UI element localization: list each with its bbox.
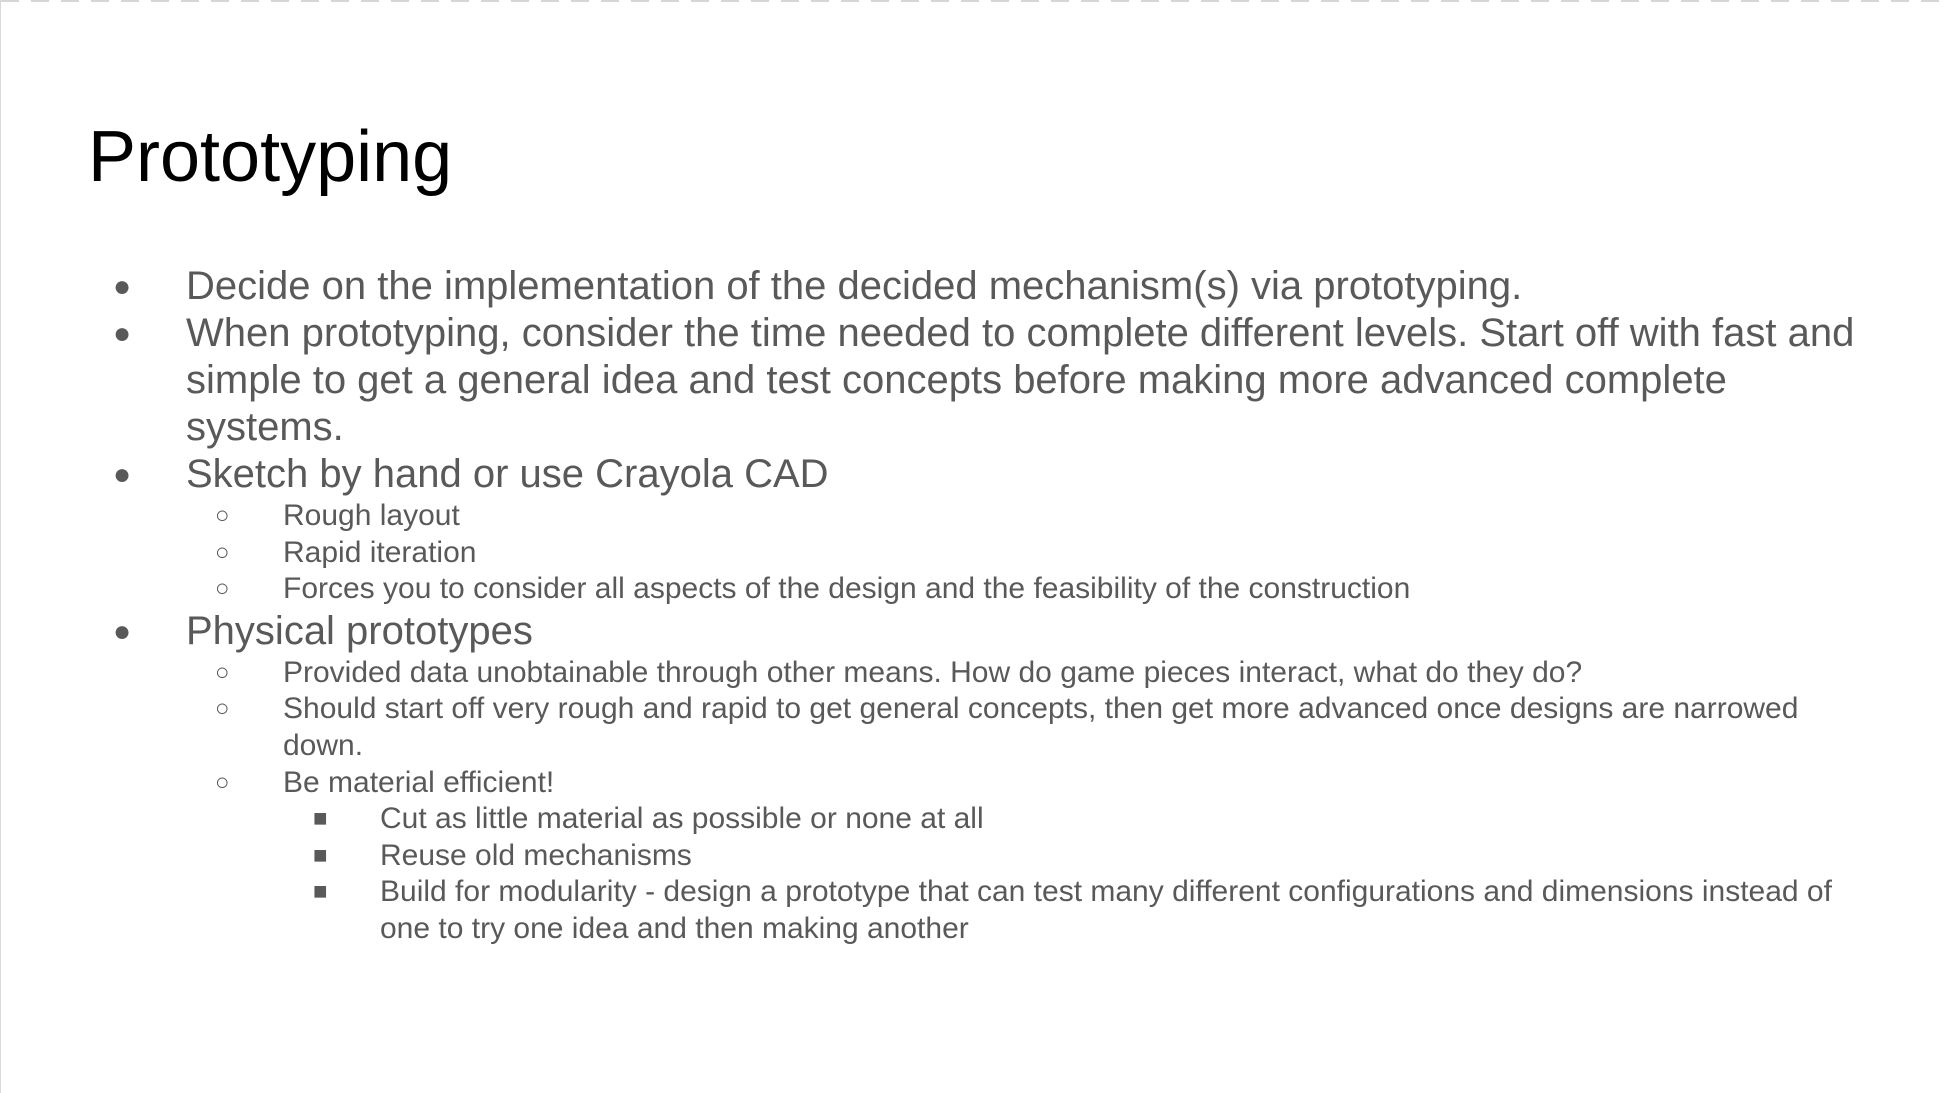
hollow-circle-bullet-icon: ○ (215, 502, 230, 529)
sub-bullet-item (1, 571, 1944, 608)
top-edge-divider (1, 0, 1944, 2)
sub-sub-bullet-text: Cut as little material as possible or none at all (380, 802, 984, 836)
sub-sub-bullet-item (1, 874, 1944, 947)
bullet-text: Decide on the implementation of the decided mechanism(s) via prototyping. (186, 264, 1523, 308)
hollow-circle-bullet-icon: ○ (215, 695, 230, 723)
square-bullet-icon: ■ (313, 841, 328, 869)
sub-bullet-text: Should start off very rough and rapid to get general concepts, then get more advanced once designs are narrowed down. (283, 692, 1799, 762)
sub-bullet-item (1, 498, 1944, 535)
hollow-circle-bullet-icon: ○ (215, 575, 230, 603)
sub-sub-bullet-text: Reuse old mechanisms (380, 838, 692, 872)
bullet-text: Physical prototypes (186, 608, 533, 653)
bullet-icon: ● (113, 270, 132, 303)
sub-bullet-item (1, 765, 1944, 802)
sub-sub-bullet-item (1, 838, 1944, 875)
bullet-text: When prototyping, consider the time needed to complete different levels. Start off with fast and simple to get a general idea and test concepts before making more advanced complete systems. (186, 311, 1855, 449)
sub-bullet-text: Be material efficient! (283, 765, 555, 799)
bullet-item (1, 263, 1944, 310)
sub-bullet-item (1, 535, 1944, 572)
bullet-text: Sketch by hand or use Crayola CAD (186, 452, 829, 496)
bullet-list (1, 263, 1944, 948)
sub-sub-bullet-item (1, 801, 1944, 838)
sub-bullet-text: Forces you to consider all aspects of the design and the feasibility of the construction (283, 572, 1411, 606)
square-bullet-icon: ■ (313, 878, 328, 906)
square-bullet-icon: ■ (313, 805, 328, 833)
bullet-item (1, 310, 1944, 451)
hollow-circle-bullet-icon: ○ (215, 538, 230, 566)
sub-bullet-item (1, 655, 1944, 692)
hollow-circle-bullet-icon: ○ (215, 768, 230, 796)
sub-bullet-text: Rapid iteration (283, 535, 477, 569)
bullet-item (1, 608, 1944, 655)
bullet-icon: ● (113, 317, 132, 350)
bullet-icon: ● (113, 458, 132, 491)
sub-bullet-item (1, 691, 1944, 764)
sub-bullet-text: Rough layout (283, 499, 460, 532)
sub-sub-bullet-text: Build for modularity - design a prototype that can test many different configurations and dimensions instead of one to try one idea and then making another (380, 875, 1832, 945)
hollow-circle-bullet-icon: ○ (215, 658, 230, 686)
bullet-icon: ● (113, 614, 132, 648)
bullet-item (1, 451, 1944, 498)
sub-bullet-text: Provided data unobtainable through other means. How do game pieces interact, what do they do? (283, 655, 1583, 689)
slide-title: Prototyping (88, 117, 453, 197)
